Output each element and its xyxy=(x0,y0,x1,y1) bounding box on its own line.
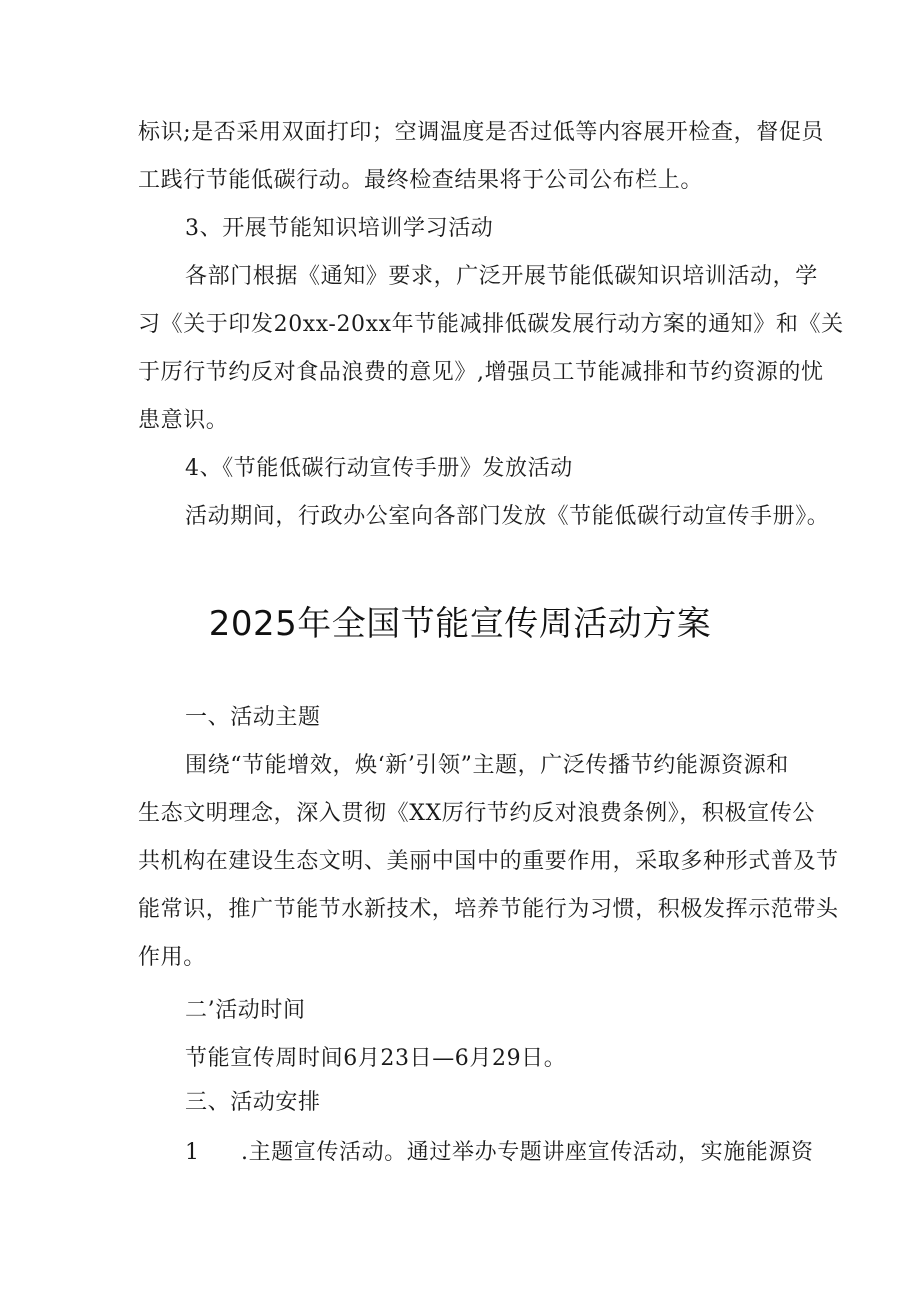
paragraph-line: 各部门根据《通知》要求，广泛开展节能低碳知识培训活动，学 xyxy=(185,264,818,289)
paragraph-line: 作用。 xyxy=(138,945,206,970)
list-item xyxy=(185,1138,814,1168)
document-title: 2025年全国节能宣传周活动方案 xyxy=(208,604,712,644)
paragraph-line: 能常识，推广节能节水新技术，培养节能行为习惯，积极发挥示范带头 xyxy=(138,897,839,922)
paragraph-line: 于厉行节约反对食品浪费的意见》,增强员工节能减排和节约资源的忧 xyxy=(138,360,824,385)
paragraph-line: 工践行节能低碳行动。最终检查结果将于公司公布栏上。 xyxy=(138,168,704,193)
paragraph-line: 活动期间，行政办公室向各部门发放《节能低碳行动宣传手册》。 xyxy=(185,504,830,529)
paragraph-line: 患意识。 xyxy=(138,408,229,433)
section-heading-3: 三、活动安排 xyxy=(185,1090,321,1115)
paragraph-line: 标识;是否采用双面打印；空调温度是否过低等内容展开检查，督促员 xyxy=(138,120,825,145)
list-item-number: 1 xyxy=(185,1140,200,1165)
section-heading-2: 二’活动时间 xyxy=(185,998,306,1023)
subheading-4: 4、《节能低碳行动宣传手册》发放活动 xyxy=(185,456,573,481)
time-line: 节能宣传周时间6月23日—6月29日。 xyxy=(185,1046,567,1071)
subheading-3: 3、开展节能知识培训学习活动 xyxy=(185,216,494,241)
paragraph-line: 习《关于印发20xx-20xx年节能减排低碳发展行动方案的通知》和《关 xyxy=(138,312,844,337)
paragraph-line: 生态文明理念，深入贯彻《XX厉行节约反对浪费条例》，积极宣传公 xyxy=(138,801,815,826)
paragraph-line: 共机构在建设生态文明、美丽中国中的重要作用，采取多种形式普及节 xyxy=(138,849,839,874)
list-item-text: .主题宣传活动。通过举办专题讲座宣传活动，实施能源资 xyxy=(241,1140,814,1165)
paragraph-line: 围绕“节能增效，焕‘新’引领”主题，广泛传播节约能源资源和 xyxy=(185,753,789,778)
section-heading-1: 一、活动主题 xyxy=(185,705,321,730)
